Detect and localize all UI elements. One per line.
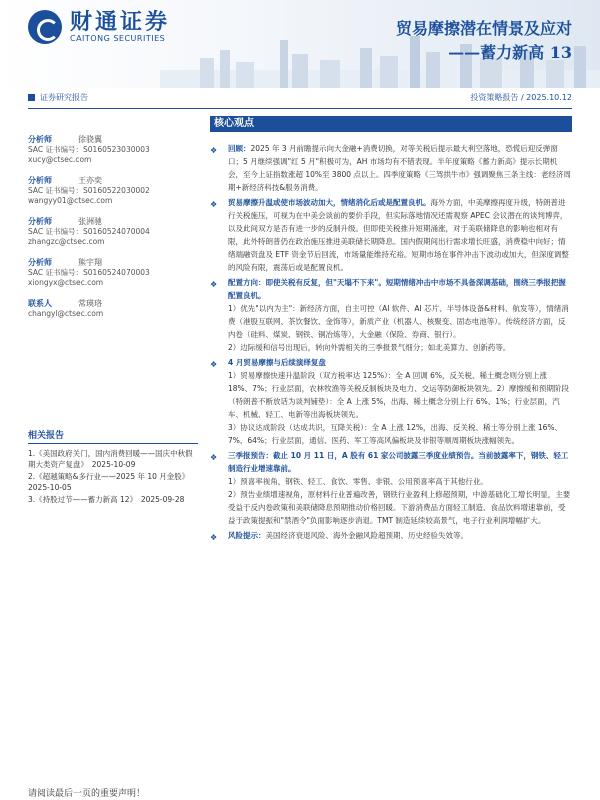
- analyst-email[interactable]: zhangzc@ctsec.com: [28, 237, 105, 246]
- analyst-email[interactable]: wangyy01@ctsec.com: [28, 196, 113, 205]
- analyst-role: 分析师: [28, 135, 52, 144]
- bullet-paragraph: 2）预告业绩增速视角，原材料行业普遍改善，钢铁行业盈利上修超预期，中游基础化工增长明显，主要受益于反内卷政策和美联储降息预期推动价格回暖。下游消费品方面轻工制造、食品饮料增速靠前，受益于政策提振和"禁酒令"负面影响逐步消退。TMT 制造延续较高景气，电子行业利润增幅扩大。: [228, 490, 571, 525]
- analyst-cert: SAC 证书编号：S0160524070004: [28, 227, 150, 236]
- report-type-label: 证券研究报告: [40, 93, 88, 102]
- analyst-card: [28, 134, 198, 165]
- bullet-keyword: 回顾：: [228, 144, 251, 153]
- header-divider: [28, 108, 572, 109]
- analyst-name: 徐骁翼: [78, 135, 102, 144]
- report-subtitle: ——蓄力新高 13: [448, 43, 572, 62]
- bullet-text: 截止 10 月 11 日，A 股有 61 家公司披露三季度业绩预告。当前披露率下，钢铁、轻工制造行业增速靠前。: [228, 451, 569, 473]
- bullet-paragraph: 1）优先"以内为主"：新经济方面，自主可控（AI 软件、AI 芯片、半导体设备&材料、航发等），情绪消费（港股互联网、茶饮餐饮、金饰等），新质产业（机器人、核聚变、固态电池等）。传统经济方面，反内卷（硅料、煤炭、钢铁、铜冶炼等），大金融（保险、券商、银行）。: [228, 304, 569, 339]
- analyst-role: 分析师: [28, 217, 52, 226]
- analyst-name: 王亦奕: [78, 176, 102, 185]
- diamond-bullet-icon: ❖: [210, 280, 218, 289]
- bullet-trade-friction: [210, 196, 572, 274]
- analyst-role: 分析师: [28, 258, 52, 267]
- company-logo: [28, 10, 170, 44]
- report-title-block: [396, 18, 572, 64]
- analyst-email[interactable]: xiongyx@ctsec.com: [28, 278, 104, 287]
- report-type: [28, 92, 88, 103]
- analyst-sidebar: [28, 134, 198, 329]
- bullet-paragraph: 3）协议达成阶段（达成共识，互降关税）：全 A 上涨 12%，出海、反关税、稀土等分别上涨 16%、7%、64%；行业层面，通信、医药、军工等高风偏板块及非银等顺周期板块涨幅领先。: [228, 423, 563, 445]
- analyst-cert: SAC 证书编号：S0160523030003: [28, 145, 150, 154]
- related-reports: [28, 428, 198, 506]
- bullet-review: [210, 142, 572, 194]
- bullet-paragraph: 1）预喜率视角，钢铁、轻工、食饮、零售、非银、公用预喜率高于其他行业。: [228, 477, 488, 486]
- bullet-text: 海外方面，中美摩擦再度升级，特朗普进行关税施压，可视为在中美会谈前的要价手段，但实际落地情况还需观察 APEC 会议潜在的谈判博弈，以及此间双方是否有进一步的反制升级。但即使关税推升短期涌涨，对于美联储降息的影响也相对有限，此外特朗普仍在政治施压推进美联储长期降息。国内假期间出行需求增长旺盛，消费稳中向好；情绪端融资盘及 ETF 资金节后回流，市场量能维持充裕。短期市场在事件冲击下波动或加大，但深度调整的风险有限，震荡后或是配置良机。: [228, 198, 569, 272]
- analyst-card: [28, 216, 198, 247]
- analyst-role: 分析师: [28, 176, 52, 185]
- logo-english-text: CAITONG SECURITIES: [70, 34, 166, 43]
- footer-disclaimer: 请阅读最后一页的重要声明！: [28, 789, 146, 799]
- analyst-name: 张洲驰: [78, 217, 102, 226]
- bullet-q3-preview: [210, 449, 572, 527]
- related-report-item[interactable]: 1.《美国政府关门，国内消费回暖——国庆中秋假期大类资产复盘》 2025-10-09: [28, 449, 193, 469]
- related-report-item[interactable]: 2.《超越策略&多行业——2025 年 10 月金股》 2025-10-05: [28, 472, 194, 492]
- analyst-cert: SAC 证书编号：S0160522030002: [28, 186, 150, 195]
- bullet-keyword: 风险提示：: [228, 531, 266, 540]
- related-reports-heading: 相关报告: [28, 428, 198, 444]
- diamond-bullet-icon: ❖: [210, 200, 218, 209]
- contact-role: 联系人: [28, 299, 52, 308]
- related-report-item[interactable]: 3.《持股过节——蓄力新高 12》 2025-09-28: [28, 495, 185, 504]
- logo-mark-icon: [28, 10, 62, 44]
- bullet-keyword: 贸易摩擦升温或使市场波动加大，情绪消化后或是配置良机。: [228, 198, 431, 207]
- core-viewpoints-heading: 核心观点: [210, 116, 572, 132]
- core-viewpoints: [210, 116, 572, 544]
- analyst-name: 熊宇翔: [78, 258, 102, 267]
- bullet-keyword: 4 月贸易摩擦与后续演绎复盘: [228, 358, 326, 367]
- report-meta: 投资策略报告 / 2025.10.12: [470, 93, 572, 102]
- bullet-allocation: [210, 276, 572, 354]
- bullet-april-review: [210, 356, 572, 447]
- bullet-text: 美国经济衰退风险、海外金融风险超预期、历史经验失效等。: [265, 531, 468, 540]
- logo-chinese-text: 财通证券: [70, 9, 171, 35]
- contact-email[interactable]: changyl@ctsec.com: [28, 309, 104, 318]
- diamond-bullet-icon: ❖: [210, 533, 218, 542]
- analyst-cert: SAC 证书编号：S0160524070003: [28, 268, 150, 277]
- diamond-bullet-icon: ❖: [210, 146, 218, 155]
- report-title: 贸易摩擦潜在情景及应对: [395, 19, 572, 38]
- bullet-paragraph: 2）边际缓和信号出现后，转向外需相关的三季报景气细分；如北美算力、创新药等。: [228, 343, 511, 352]
- bullet-risk: [210, 529, 572, 542]
- bullet-keyword: 三季报预告：: [228, 451, 273, 460]
- analyst-card: [28, 257, 198, 288]
- bullet-paragraph: 1）贸易摩擦快速升温阶段（双方税率达 125%）：全 A 回调 6%，反关税、稀土概念则分别上涨 18%、7%；行业层面，农林牧渔等关税反制板块及电力、交运等防御板块领先。2）摩擦缓和预期阶段（特朗普不断放话为谈判铺垫）：全 A 上涨 5%，出海、稀土概念分别上行 6%、1%；行业层面，汽车、机械、轻工、电新等出海板块领先。: [228, 371, 569, 419]
- analyst-card: [28, 175, 198, 206]
- bullet-keyword: 配置方向：即使关税有反复，但"天塌不下来"。短期情绪冲击中市场不具备深调基础，围绕三季报把握配置良机。: [228, 278, 566, 300]
- analyst-email[interactable]: xucy@ctsec.com: [28, 155, 92, 164]
- report-subheader: [28, 92, 572, 106]
- square-bullet-icon: [28, 94, 35, 101]
- report-header: [0, 0, 600, 88]
- contact-name: 常瑛珞: [78, 299, 102, 308]
- contact-card: [28, 298, 198, 319]
- diamond-bullet-icon: ❖: [210, 453, 218, 462]
- bullet-text: 2025 年 3 月前瞻提示向大金融+消费切换，对等关税后提示最大利空落地，恐慌后迎反弹窗口；5 月继续强调"红 5 月"积极可为，AH 市场均有不错表现。半年度策略《蓄力新高》提示长期机会，至今上证指数涨超 10%至 3800 点以上。四季度策略《三驾拱牛市》强调聚焦三条主线：老经济周期+新经济科技&服务消费。: [228, 144, 571, 192]
- diamond-bullet-icon: ❖: [210, 360, 218, 369]
